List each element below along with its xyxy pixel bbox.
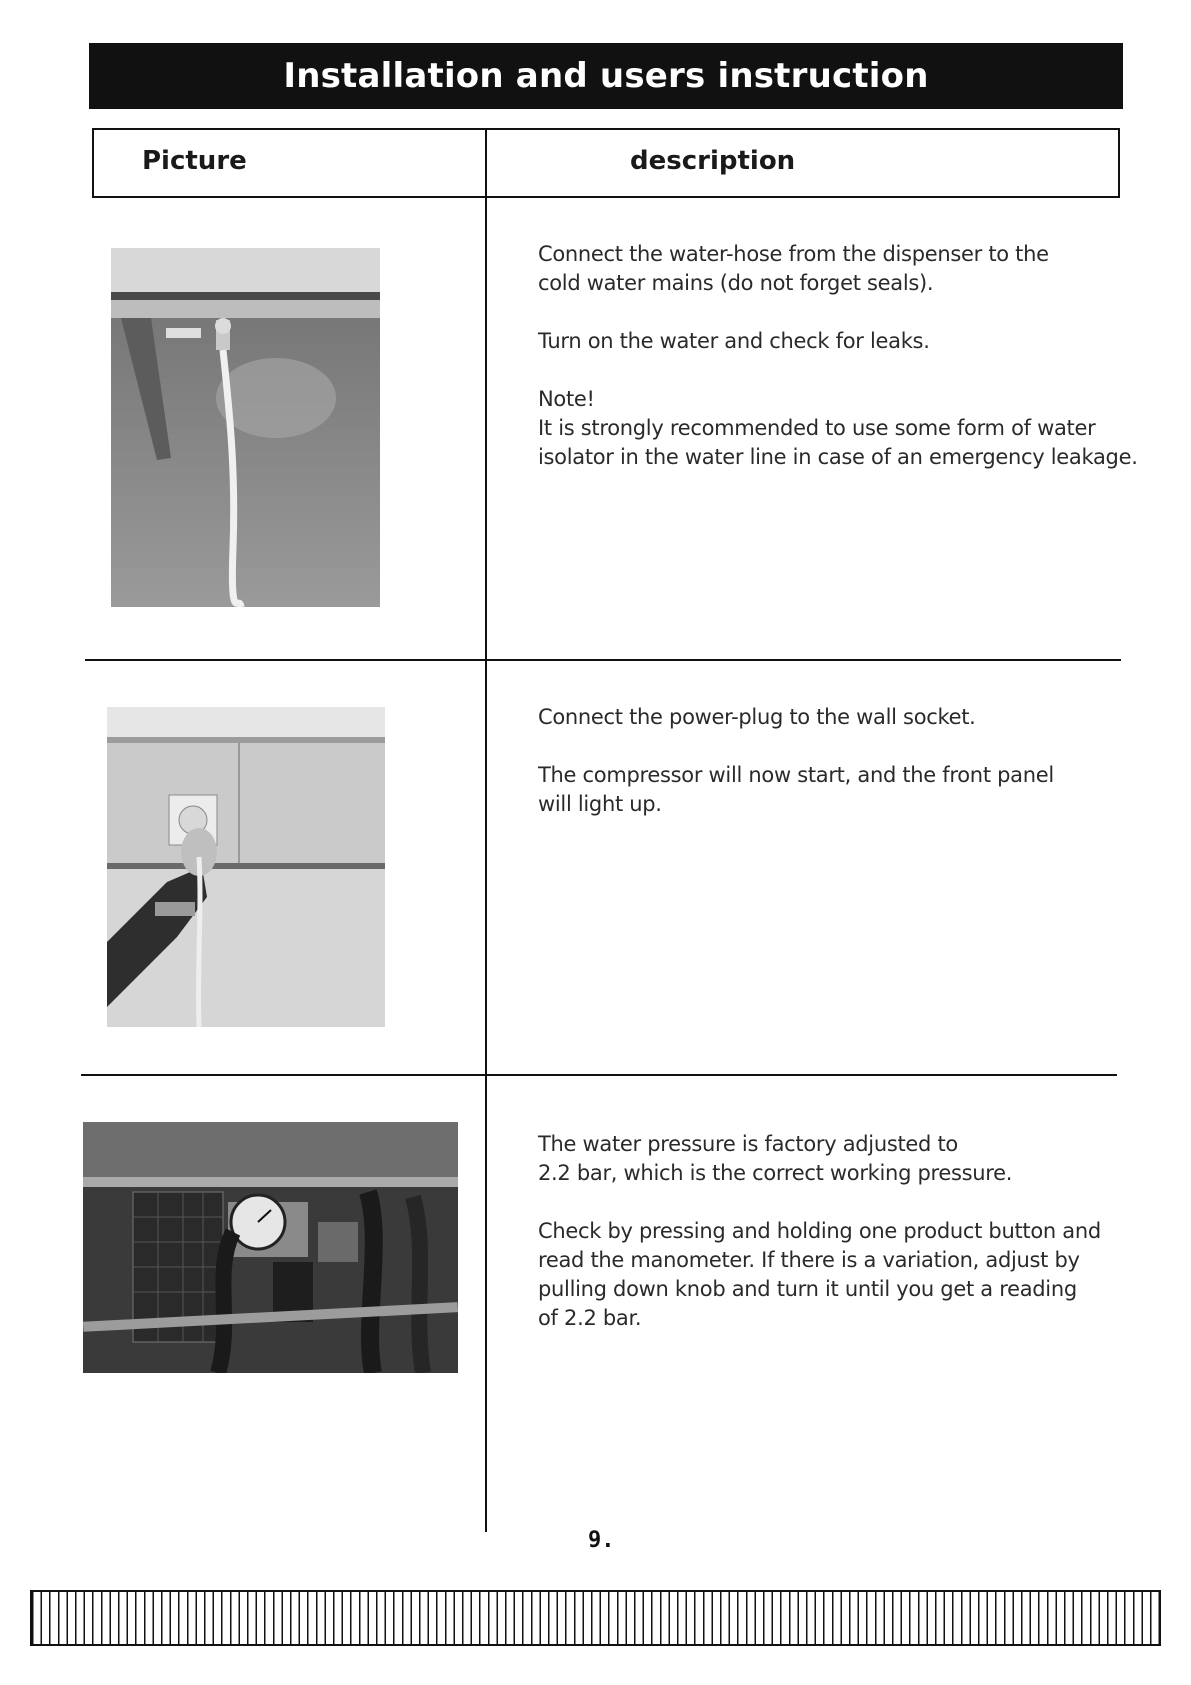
step-2-paragraph-2: The compressor will now start, and the front panel will light up. [538, 763, 1054, 816]
water-hose-photo [111, 248, 380, 607]
power-plug-photo [107, 707, 385, 1027]
column-header-description: description [630, 146, 796, 176]
step-1-paragraph-2: Turn on the water and check for leaks. [538, 329, 930, 353]
page-number: 9. [588, 1528, 615, 1553]
step-3-paragraph-2: Check by pressing and holding one product button and read the manometer. If there is a variation, adjust by pulling down knob and turn it until you get a reading of 2.2 bar. [538, 1219, 1101, 1330]
row-divider [81, 1074, 1117, 1076]
step-3-description [538, 1130, 1101, 1333]
row-divider [85, 659, 1121, 661]
column-header-picture: Picture [142, 146, 247, 176]
page-title: Installation and users instruction [89, 43, 1123, 109]
step-2-paragraph-1: Connect the power-plug to the wall socket. [538, 705, 976, 729]
step-1-note: Note! It is strongly recommended to use some form of water isolator in the water line in case of an emergency leakage. [538, 387, 1138, 469]
column-divider [485, 128, 487, 1532]
step-1-paragraph-1: Connect the water-hose from the dispenser to the cold water mains (do not forget seals). [538, 242, 1049, 295]
striped-footer-band [30, 1590, 1161, 1646]
step-2-description [538, 703, 1054, 819]
step-3-paragraph-1: The water pressure is factory adjusted to 2.2 bar, which is the correct working pressure. [538, 1132, 1013, 1185]
manometer-photo [83, 1122, 458, 1373]
step-1-description [538, 240, 1138, 472]
